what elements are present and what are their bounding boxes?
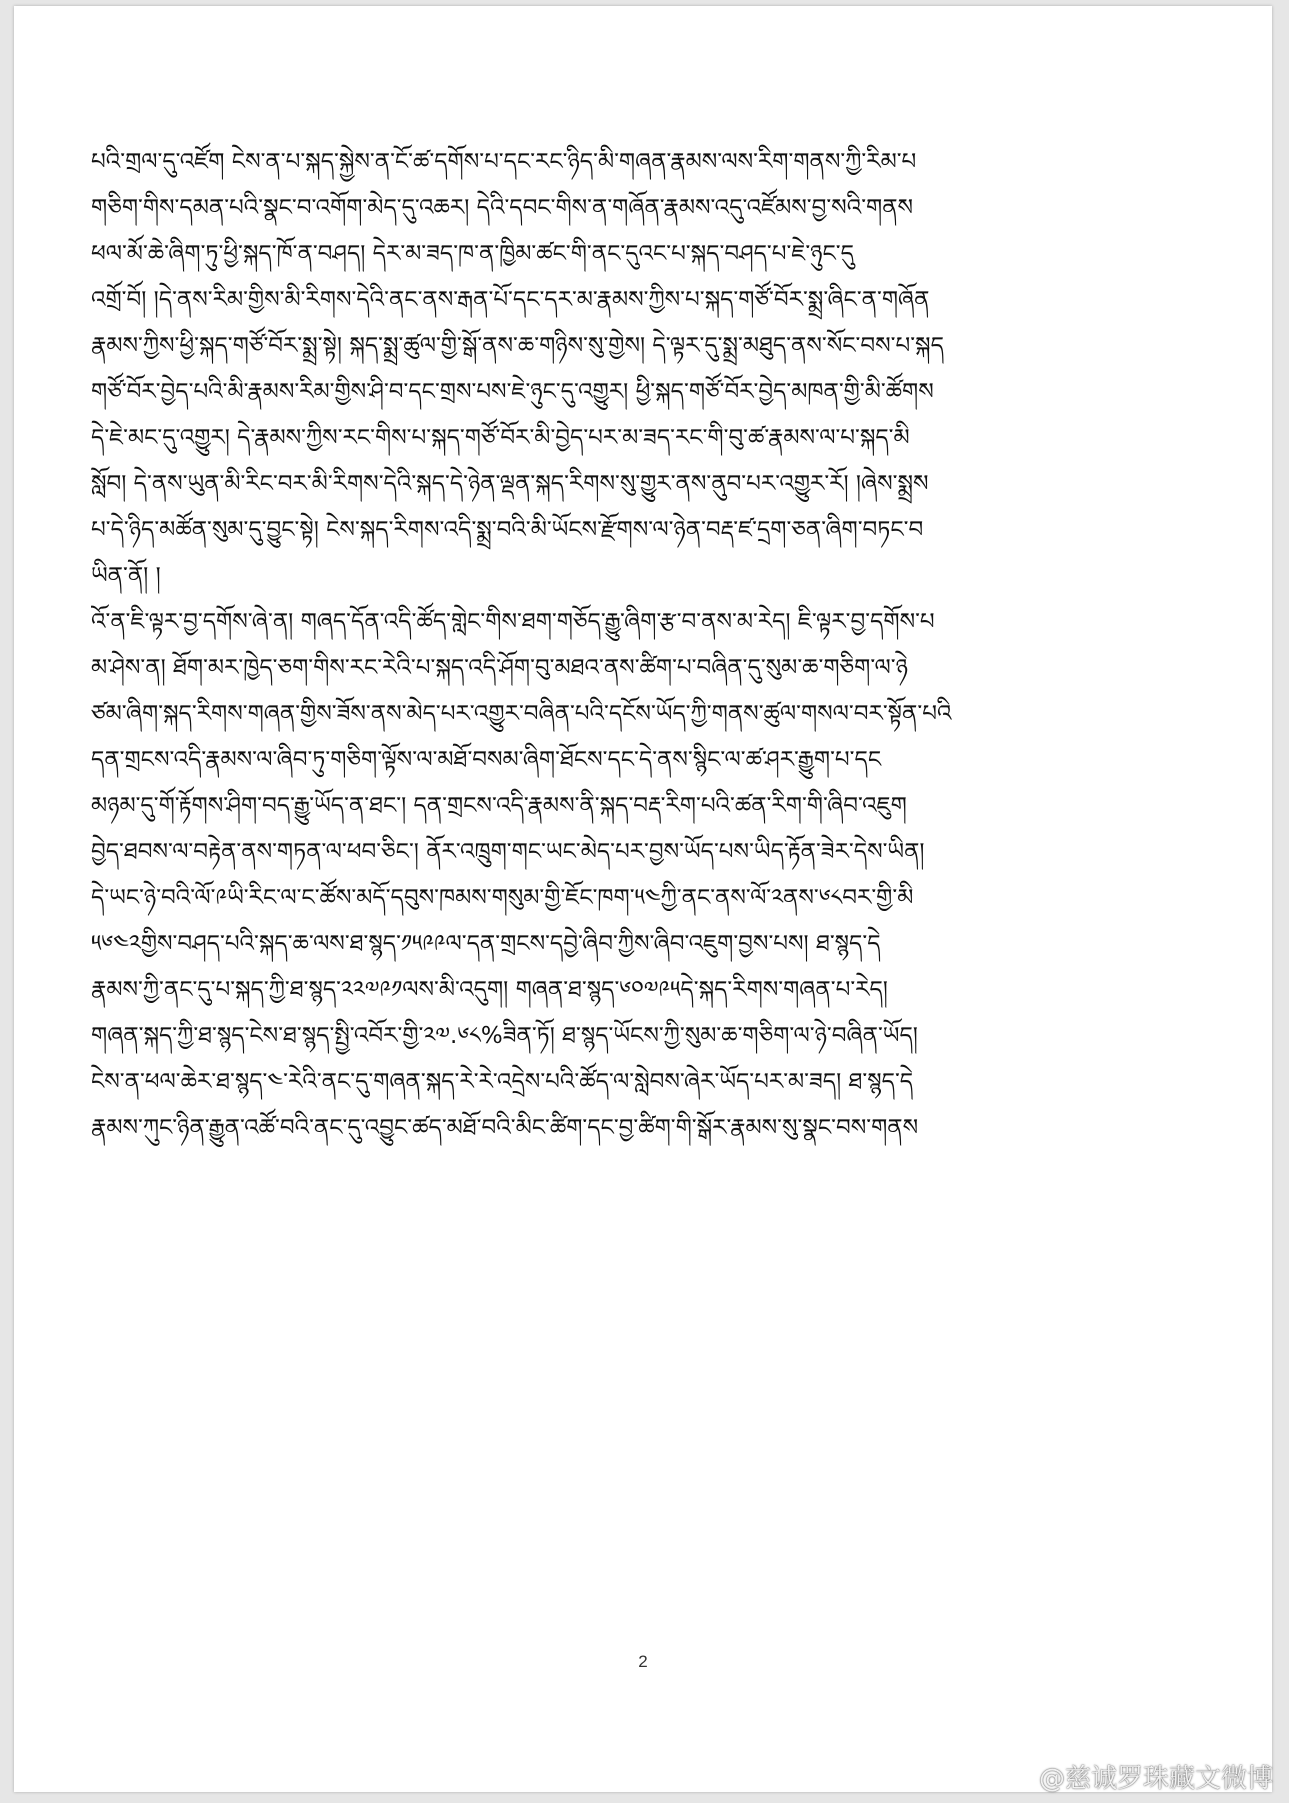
text-line: སློབ། དེ་ནས་ཡུན་མི་རིང་བར་མི་རིགས་དེའི་སྐད་དེ་ཉེན་ལྡན་སྐད་རིགས་སུ་གྱུར་ནས་ནུབ་པར་འགྱུར་རོ། །ཞེས་སྨྲས <box>91 471 929 497</box>
text-line: ཕལ་མོ་ཆེ་ཞིག་ཏུ་ཕྱི་སྐད་ཁོ་ན་བཤད། དེར་མ་ཟད་ཁ་ན་ཁྱིམ་ཚང་གི་ནང་དུའང་པ་སྐད་བཤད་པ་ཇེ་ཉུང་དུ <box>91 241 854 267</box>
text-line: འགྲོ་བོ། །དེ་ནས་རིམ་གྱིས་མི་རིགས་དེའི་ནང་ནས་རྒན་པོ་དང་དར་མ་རྣམས་ཀྱིས་པ་སྐད་གཙོ་བོར་སྨྲ་ཞིང་ན་གཞོན <box>91 287 930 313</box>
text-line: མ་ཤེས་ན། ཐོག་མར་ཁྱེད་ཅག་གིས་རང་རེའི་པ་སྐད་འདི་ཤོག་བུ་མཐའ་ནས་ཚིག་པ་བཞིན་དུ་སུམ་ཆ་གཅིག་ལ་ཉེ <box>91 655 908 681</box>
text-line: དེ་ཇེ་མང་དུ་འགྱུར། དེ་རྣམས་ཀྱིས་རང་གིས་པ་སྐད་གཙོ་བོར་མི་བྱེད་པར་མ་ཟད་རང་གི་བུ་ཚ་རྣམས་ལ་པ་སྐད་མི <box>91 425 910 451</box>
text-line: དན་གྲངས་འདི་རྣམས་ལ་ཞིབ་ཏུ་གཅིག་ལྟོས་ལ་མཐོ་བསམ་ཞིག་ཐོངས་དང་དེ་ནས་སྙིང་ལ་ཚ་ཤར་རྒྱུག་པ་དང <box>91 747 882 773</box>
text-line: མཉམ་དུ་གོ་རྟོགས་ཤིག་བད་རྒྱུ་ཡོད་ན་ཐང་། དན་གྲངས་འདི་རྣམས་ནི་སྐད་བརྡ་རིག་པའི་ཚན་རིག་གི་ཞིབ་འཇུག <box>91 793 907 819</box>
text-line: ༥༦༤༢གྱིས་བཤད་པའི་སྐད་ཆ་ལས་ཐ་སྙད་༡༥༩༩ལ་དན་གྲངས་དབྱེ་ཞིབ་ཀྱིས་ཞིབ་འཇུག་བྱས་པས། ཐ་སྙད་དེ <box>91 931 881 957</box>
weibo-icon <box>1003 1760 1033 1793</box>
text-line: ཡིན་ནོ། ། <box>91 563 161 589</box>
text-line: པ་དེ་ཉིད་མཚོན་སུམ་དུ་བྱུང་སྟེ། ངེས་སྐད་རིགས་འདི་སྨྲ་བའི་མི་ཡོངས་རྫོགས་ལ་ཉེན་བརྡ་ཛ་དྲག་ཅན་ཞིག་བཏང་བ <box>91 517 924 543</box>
text-line: རྣམས་ཀུང་ཉིན་རྒྱུན་འཚོ་བའི་ནང་དུ་འབྱུང་ཚད་མཐོ་བའི་མིང་ཚིག་དང་བྱ་ཚིག་གི་སྒོར་རྣམས་སུ་སྣང་བས་གནས <box>91 1115 919 1141</box>
text-line: དེ་ཡང་ཉེ་བའི་ལོ་༩ཡི་རིང་ལ་ང་ཚོས་མདོ་དབུས་ཁམས་གསུམ་གྱི་ཇོང་ཁག་༥༤ཀྱི་ནང་ནས་ལོ་༢ནས་༦༨བར་གྱི་མི <box>91 885 914 911</box>
body-text <box>91 139 1202 1151</box>
text-line: བྱེད་ཐབས་ལ་བརྟེན་ནས་གཏན་ལ་ཕབ་ཅིང་། ནོར་འཁྲུག་གང་ཡང་མེད་པར་བྱས་ཡོད་པས་ཡིད་རྟོན་ཟེར་དེས་ཡིན། <box>91 839 925 865</box>
text-line: གཞན་སྐད་ཀྱི་ཐ་སྙད་ངེས་ཐ་སྙད་སྤྱི་འབོར་གྱི་༢༧.༦༨%ཟིན་ཏོ། ཐ་སྙད་ཡོངས་ཀྱི་སུམ་ཆ་གཅིག་ལ་ཉེ་བཞིན་ཡོད། <box>91 1023 918 1049</box>
text-line: གཅིག་གིས་དམན་པའི་སྣང་བ་འགོག་མེད་དུ་འཆར། དེའི་དབང་གིས་ན་གཞོན་རྣམས་འདུ་འཛོམས་བྱ་སའི་གནས <box>91 195 914 221</box>
page-number: 2 <box>638 1652 648 1671</box>
text-line: འོ་ན་ཇི་ལྟར་བྱ་དགོས་ཞེ་ན། གཞད་དོན་འདི་ཚོད་གླེང་གིས་ཐག་གཅོད་རྒྱུ་ཞིག་རྩ་བ་ནས་མ་རེད། ཇི་ལྟར་བྱ་དགོས་པ <box>91 609 935 635</box>
watermark-text: @慈诚罗珠藏文微博 <box>1038 1764 1273 1794</box>
text-line: རྣམས་ཀྱི་ནང་དུ་པ་སྐད་ཀྱི་ཐ་སྙད་༢༢༧༩༡ལས་མི་འདུག། གཞན་ཐ་སྙད་༦༠༧༩༥དེ་སྐད་རིགས་གཞན་པ་རེད། <box>91 977 888 1003</box>
text-line: ཙམ་ཞིག་སྐད་རིགས་གཞན་གྱིས་ཟོས་ནས་མེད་པར་འགྱུར་བཞིན་པའི་དངོས་ཡོད་ཀྱི་གནས་ཚུལ་གསལ་བར་སྟོན་པའི <box>91 701 952 727</box>
text-line: གཙོ་བོར་བྱེད་པའི་མི་རྣམས་རིམ་གྱིས་ཤི་བ་དང་གྲས་པས་ཇེ་ཉུང་དུ་འགྱུར། ཕྱི་སྐད་གཙོ་བོར་བྱེད་མཁན་གྱི་མི་ཚོགས <box>91 379 934 405</box>
document-page <box>14 6 1272 1792</box>
watermark <box>1003 1758 1273 1795</box>
text-line: རྣམས་ཀྱིས་ཕྱི་སྐད་གཙོ་བོར་སྨྲ་སྟེ། སྐད་སྨྲ་ཚུལ་གྱི་སྒོ་ནས་ཆ་གཉིས་སུ་གྱེས། དེ་ལྟར་དུ་སྨྲ་མཐུད་ནས་སོང་བས་པ་སྐད <box>91 333 944 359</box>
text-line: ངེས་ན་ཕལ་ཆེར་ཐ་སྙད་༤་རེའི་ནང་དུ་གཞན་སྐད་རེ་རེ་འདྲེས་པའི་ཚོད་ལ་སླེབས་ཞེར་ཡོད་པར་མ་ཟད། ཐ་སྙད་དེ <box>91 1069 914 1095</box>
text-line: པའི་གྲལ་དུ་འཛོག ངེས་ན་པ་སྐད་སྐྱེས་ན་ངོ་ཚ་དགོས་པ་དང་རང་ཉིད་མི་གཞན་རྣམས་ལས་རིག་གནས་ཀྱི་རིམ་པ <box>91 149 917 175</box>
